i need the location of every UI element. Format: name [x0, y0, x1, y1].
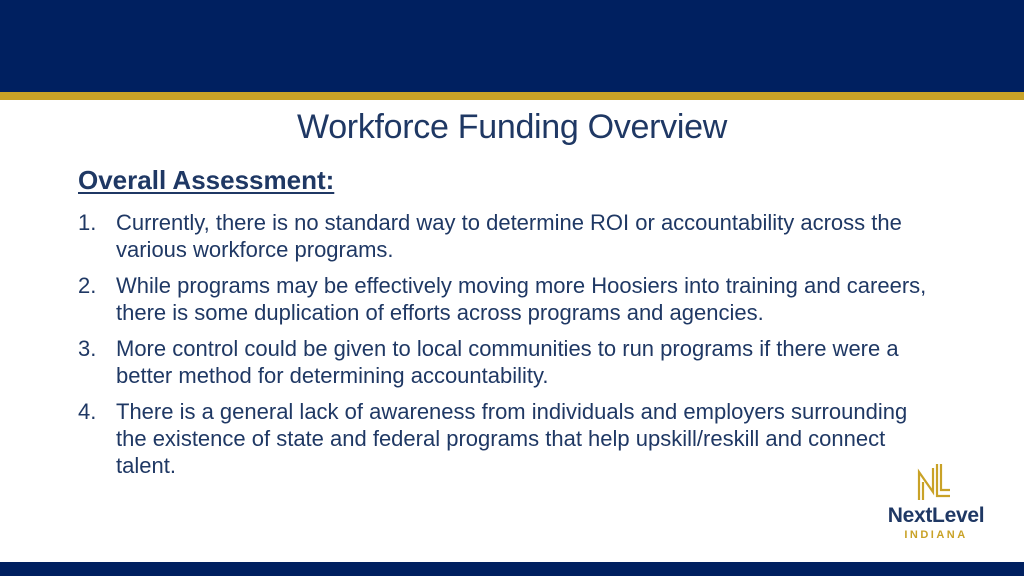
gold-divider [0, 92, 1024, 100]
list-item [78, 335, 928, 389]
logo-wordmark: NextLevel [887, 504, 985, 527]
footer-band [0, 562, 1024, 576]
nextlevel-indiana-logo [866, 462, 1006, 546]
list-item [78, 272, 928, 326]
nl-monogram-icon [916, 462, 952, 502]
item-number: 1. [78, 210, 97, 235]
item-number: 4. [78, 399, 97, 424]
list-item [78, 209, 928, 263]
logo-subtitle: INDIANA [904, 529, 968, 541]
item-text: While programs may be effectively moving more Hoosiers into training and careers, there is some duplication of efforts across programs and agencies. [116, 273, 927, 325]
section-heading: Overall Assessment: [78, 165, 335, 195]
item-text: There is a general lack of awareness from individuals and employers surrounding the existence of state and federal programs that help upskill/reskill and connect talent. [116, 399, 908, 478]
item-text: Currently, there is no standard way to determine ROI or accountability across the various workforce programs. [116, 210, 902, 262]
slide-title: Workforce Funding Overview [297, 108, 727, 146]
item-text: More control could be given to local communities to run programs if there were a better method for determining accountability. [116, 336, 899, 388]
assessment-list [78, 209, 928, 488]
item-number: 2. [78, 273, 97, 298]
item-number: 3. [78, 336, 97, 361]
list-item [78, 398, 928, 479]
header-band [0, 0, 1024, 92]
